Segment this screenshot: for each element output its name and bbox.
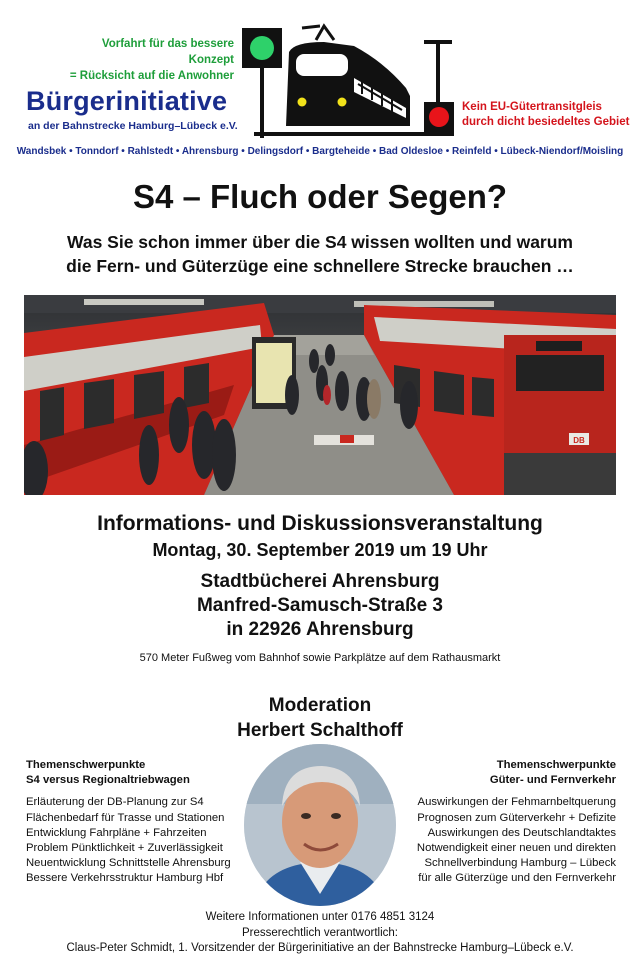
- list-item: Schnellverbindung Hamburg – Lübeck: [424, 857, 616, 870]
- press-responsibility-label: Presserechtlich verantwortlich:: [242, 926, 398, 939]
- topics-left-heading: Themenschwerpunkte: [26, 759, 146, 771]
- event-venue: [0, 570, 640, 642]
- organization-name: Bürgerinitiative: [26, 86, 228, 116]
- main-title: S4 – Fluch oder Segen?: [132, 178, 508, 215]
- slogan: [66, 36, 234, 84]
- moderator-name: Herbert Schalthoff: [237, 720, 403, 741]
- list-item: Auswirkungen des Deutschlandtaktes: [427, 826, 616, 839]
- moderation-label: Moderation: [268, 695, 372, 716]
- list-item: für alle Güterzüge und den Fernverkehr: [418, 872, 616, 885]
- subtitle-line-1: Was Sie schon immer über die S4 wissen wollten und warum: [66, 232, 573, 252]
- contact-info: Weitere Informationen unter 0176 4851 3124: [205, 911, 435, 923]
- db-logo: DB: [573, 436, 585, 445]
- venue-directions-note: 570 Meter Fußweg vom Bahnhof sowie Parkplätze auf dem Rathausmarkt: [139, 652, 501, 664]
- eu-transit-statement: [462, 100, 629, 130]
- slogan-line-1: Vorfahrt für das bessere Konzept: [101, 38, 234, 66]
- green-signal-icon: [242, 28, 282, 138]
- topics-left-subheading: S4 versus Regionaltriebwagen: [26, 774, 190, 787]
- red-signal-icon: [424, 40, 454, 132]
- responsible-person: Claus-Peter Schmidt, 1. Vorsitzender der Bürgerinitiative an der Bahnstrecke Hamburg–Lübeck e.V.: [66, 942, 574, 954]
- venue-name: Stadtbücherei Ahrensburg: [200, 571, 440, 592]
- list-item: Prognosen zum Güterverkehr + Defizite: [417, 811, 616, 824]
- list-item: Auswirkungen der Fehmarnbeltquerung: [417, 796, 616, 809]
- slogan-line-2: = Rücksicht auf die Anwohner: [69, 70, 234, 82]
- topics-right-heading: Themenschwerpunkte: [496, 759, 616, 771]
- topics-right-column: [370, 758, 616, 887]
- list-item: Entwicklung Fahrpläne + Fahrzeiten: [26, 826, 207, 839]
- event-title: Informations- und Diskussionsveranstaltung: [97, 512, 543, 535]
- places-list: Wandsbek • Tonndorf • Rahlstedt • Ahrensburg • Delingsdorf • Bargteheide • Bad Oldesloe • Reinfeld • Lübeck-Niendorf/Moisling: [16, 146, 624, 157]
- eu-line-2: durch dicht besiedeltes Gebiet: [462, 116, 630, 128]
- train-signal-logo: [234, 22, 464, 144]
- list-item: Flächenbedarf für Trasse und Stationen: [26, 811, 225, 824]
- train-icon: [286, 26, 410, 126]
- moderation: [0, 693, 640, 743]
- event-date: Montag, 30. September 2019 um 19 Uhr: [152, 540, 488, 560]
- footer: [0, 910, 640, 957]
- station-photo: [24, 295, 616, 495]
- list-item: Bessere Verkehrsstruktur Hamburg Hbf: [26, 872, 224, 885]
- venue-street: Manfred-Samusch-Straße 3: [196, 595, 443, 616]
- topics-right-subheading: Güter- und Fernverkehr: [489, 774, 616, 787]
- list-item: Notwendigkeit einer neuen und direkten: [416, 842, 616, 855]
- venue-city: in 22926 Ahrensburg: [226, 619, 414, 640]
- organization-subtitle: an der Bahnstrecke Hamburg–Lübeck e.V.: [28, 120, 238, 132]
- topics-left-column: [26, 758, 266, 887]
- list-item: Problem Pünktlichkeit + Zuverlässigkeit: [26, 842, 223, 855]
- station-platform-image: [24, 295, 616, 495]
- eu-line-1: Kein EU-Gütertransitgleis: [462, 101, 602, 113]
- list-item: Erläuterung der DB-Planung zur S4: [26, 796, 204, 809]
- list-item: Neuentwicklung Schnittstelle Ahrensburg: [26, 857, 231, 870]
- subtitle-line-2: die Fern- und Güterzüge eine schnellere Strecke brauchen …: [66, 256, 574, 276]
- subtitle: [0, 230, 640, 278]
